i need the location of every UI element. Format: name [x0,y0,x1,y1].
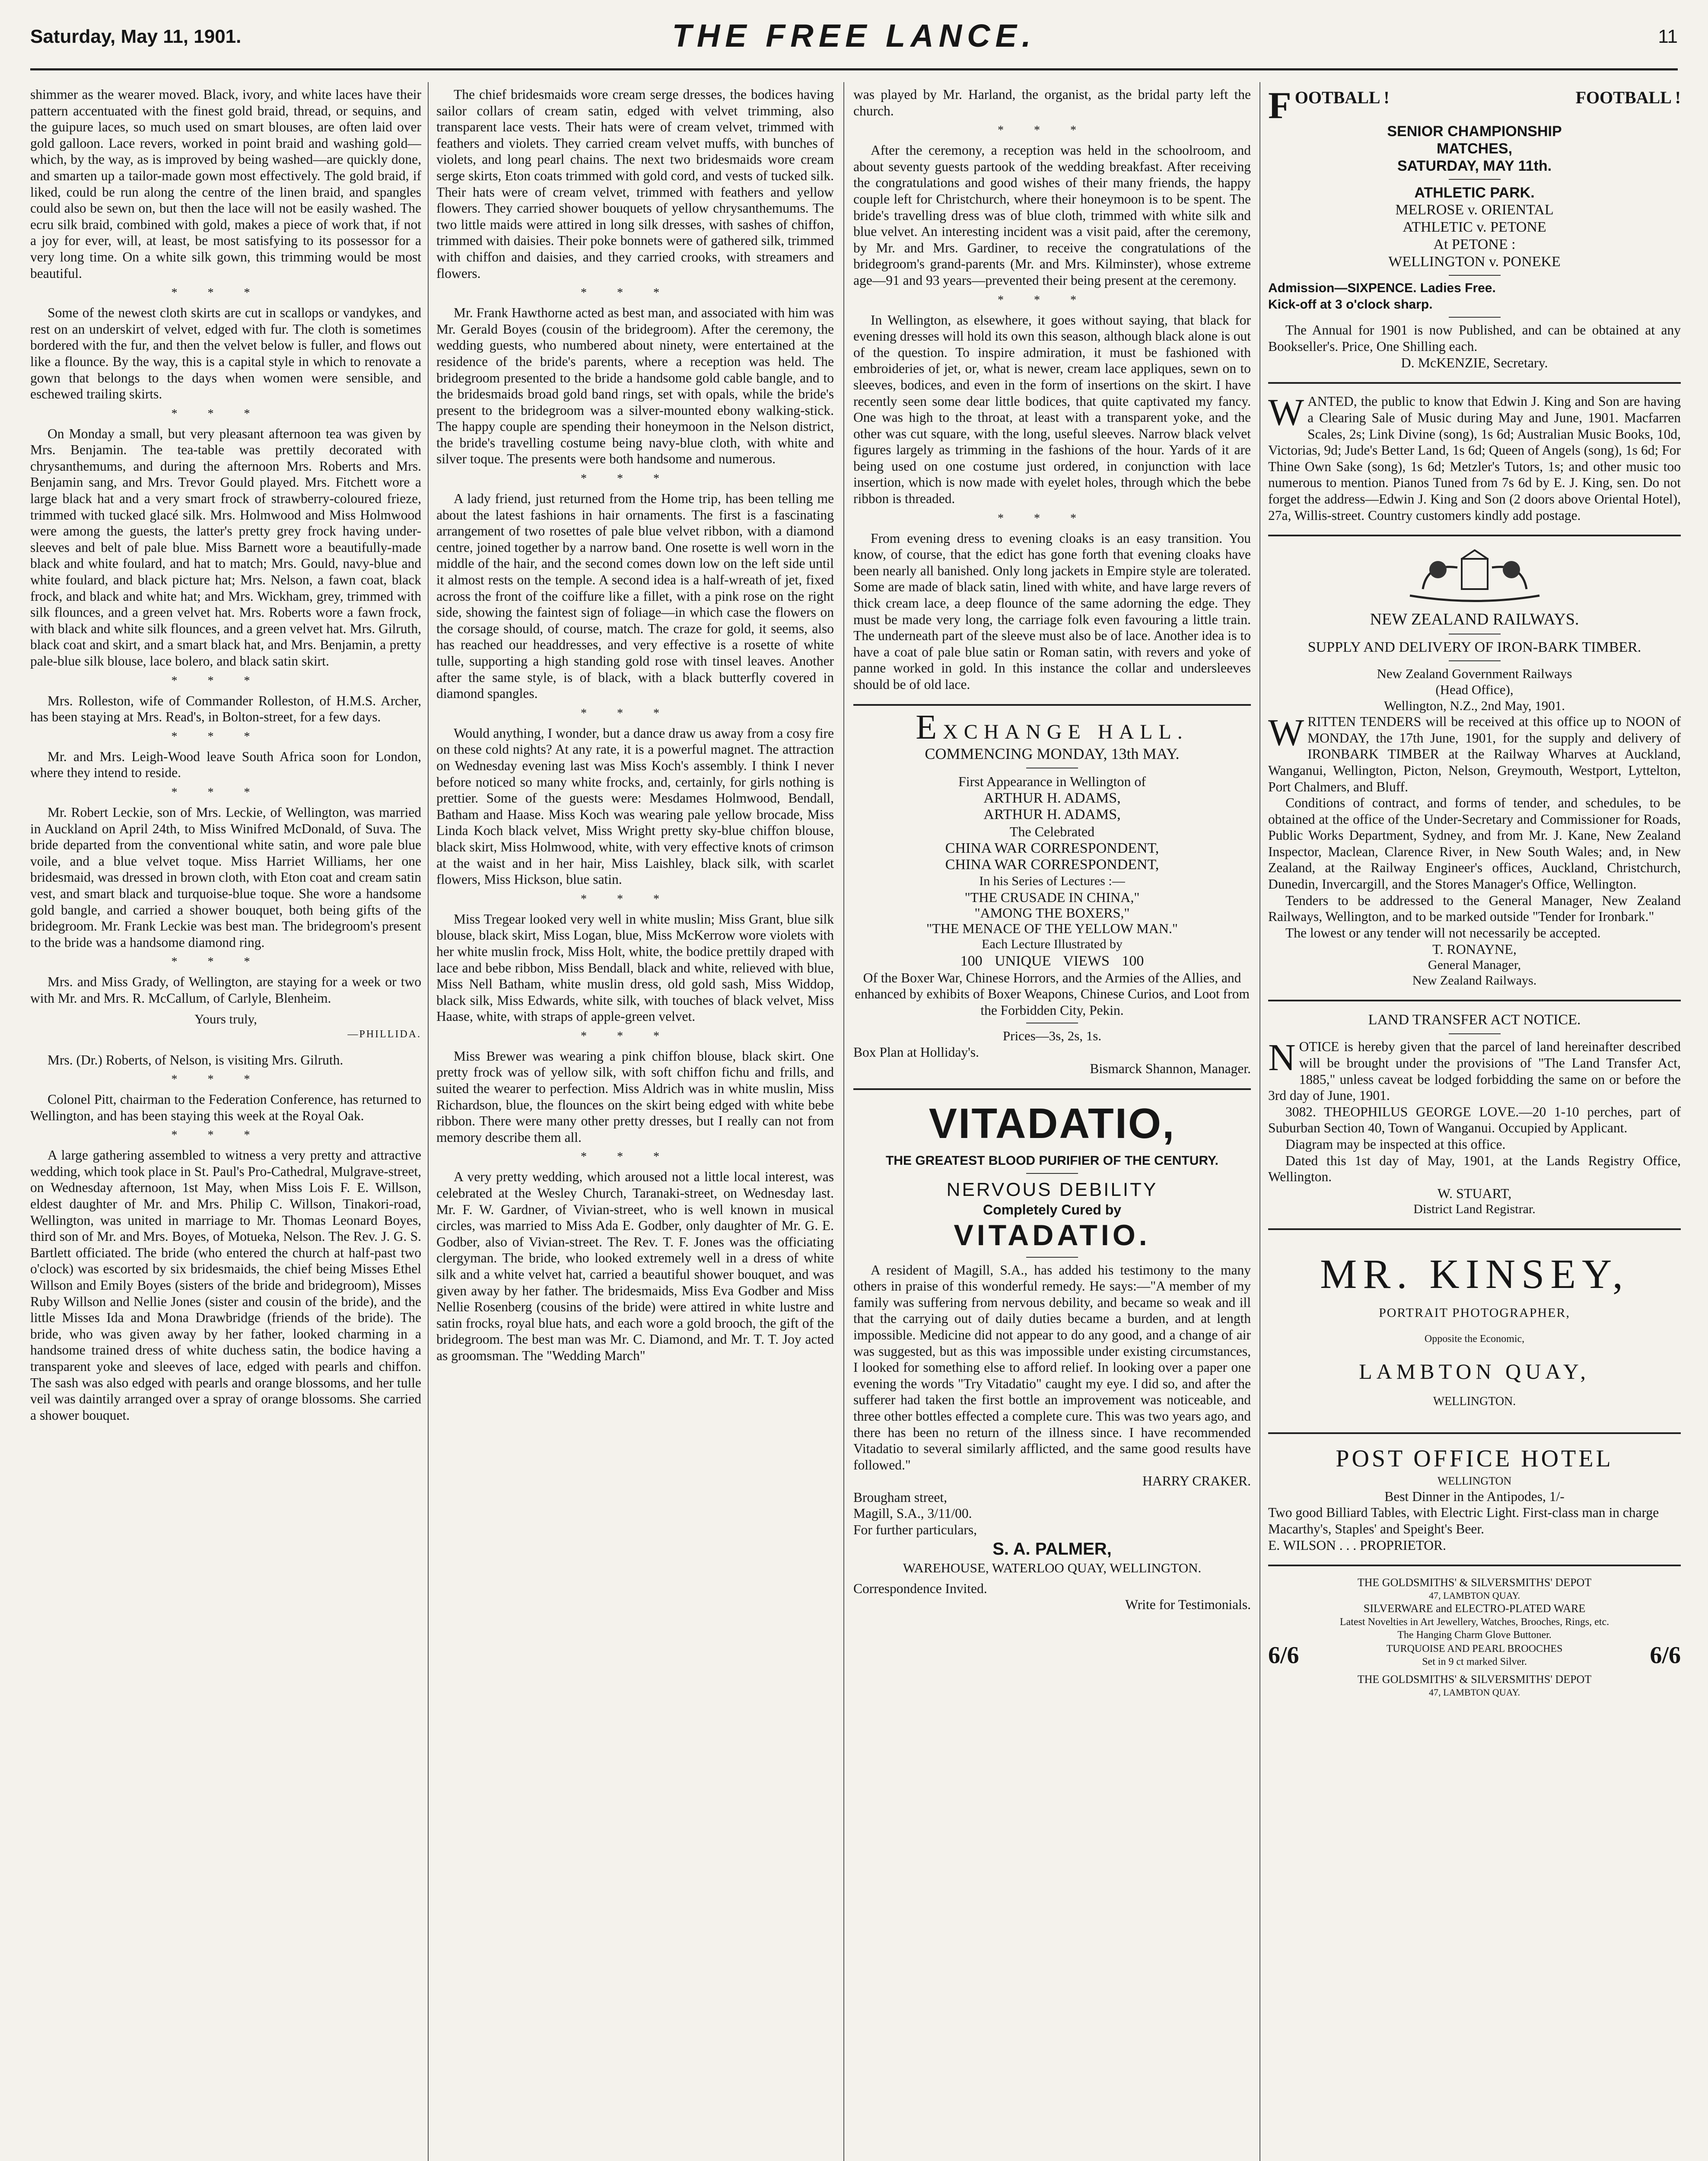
divider [1449,179,1501,180]
ad-signature: T. RONAYNE, [1432,941,1517,957]
ad-line: Wellington, N.Z., 2nd May, 1901. [1384,698,1565,714]
ad-signature: New Zealand Railways. [1412,973,1537,988]
ad-text: The lowest or any tender will not necessarily be accepted. [1285,925,1601,940]
ad-title-text: XCHANGE HALL. [943,720,1189,743]
divider [1449,1033,1501,1034]
post-office-hotel-ad [1268,1444,1681,1553]
drop-cap: N [1268,1039,1296,1079]
letter-signature: —PHILLIDA. [347,1028,421,1040]
ad-title: NEW ZEALAND RAILWAYS. [1370,610,1579,629]
article-paragraph: Miss Tregear looked very well in white muslin; Miss Grant, blue silk blouse, black skirt, Miss Logan, blue, Miss McKerrow wore violets with her white muslin frock, Miss Holt, white, the bodice prettily draped with lace and bebe ribbon, Miss Bendall, black and white, relieved with blue, Miss Nell Batham, white muslin dress, old gold sash, Miss Widdop, black silk, Miss Edwards, white silk, with touches of black velvet, Miss Haase, white, with straps of apple-green velvet. [436,911,834,1024]
drop-cap: W [1268,714,1304,754]
ad-rule [1268,1228,1681,1230]
article-paragraph: Mrs. and Miss Grady, of Wellington, are staying for a week or two with Mr. and Mrs. R. McCallum, of Carlyle, Blenheim. [30,974,421,1006]
divider [1449,317,1501,318]
drop-cap: W [1268,393,1304,434]
ad-line: COMMENCING MONDAY, 13th MAY. [925,745,1180,762]
separator-stars: *** [998,511,1107,525]
article-paragraph: A lady friend, just returned from the Home trip, has been telling me about the latest fashions in hair ornaments. The first is a fascinating arrangement of two rosettes of pale blue velvet ribbon, with a diamond centre, joined together by a narrow band. One rosette is well worn in the middle of the hair, and the second comes down low on the left side until it almost rests on the temple. A second idea is a half-wreath of jet, fixed across the front of the coiffure like a fillet, with a pink rose on the right side, showing the faintest sign of foliage—in which case the flowers on the corsage should, of course, match. The craze for gold, it seems, also has reached our headdresses, and very effective is a rosette of white tulle, supporting a high standing gold rose with tinsel leaves. Another after the same style, is of black, with a black butterfly covered in diamond spangles. [436,491,834,701]
article-paragraph: Miss Brewer was wearing a pink chiffon blouse, black skirt. One pretty frock was of yellow silk, with soft chiffon fichu and frills, and suited the wearer to perfection. Miss Aldrich was in white muslin, Miss Richardson, blue, the flounces on the skirt being edged with white bebe ribbon. There were many other pretty dresses, but I really can not from memory describe them all. [436,1048,834,1145]
ad-rule [1268,535,1681,536]
separator-stars: *** [171,1073,280,1087]
testimonial-signature: HARRY CRAKER. [1142,1473,1251,1489]
separator-stars: *** [581,1150,690,1164]
ad-line: At PETONE : [1433,236,1516,252]
separator-stars: *** [171,674,280,688]
separator-stars: *** [998,293,1107,307]
land-transfer-ad [1268,1011,1681,1217]
ad-signature: W. STUART, [1437,1185,1512,1201]
separator-stars: *** [171,730,280,743]
drop-cap: F [1268,86,1291,123]
kinsey-ad [1268,1240,1681,1421]
separator-stars: *** [998,124,1107,137]
ad-line: For further particulars, [853,1522,977,1538]
separator-stars: *** [581,1029,690,1043]
ad-line: The Annual for 1901 is now Published, and can be obtained at any Bookseller's. Price, One Shilling each. [1268,322,1681,354]
ad-line: Opposite the Economic, [1424,1333,1525,1345]
ad-rule [1268,1432,1681,1434]
article-paragraph: Mr. and Mrs. Leigh-Wood leave South Africa soon for London, where they intend to reside. [30,749,421,781]
ad-line: Kick-off at 3 o'clock sharp. [1268,297,1433,312]
ad-text: RITTEN TENDERS will be received at this office up to NOON of MONDAY, the 17th June, 1901, for the supply and delivery of IRONBARK TIMBER at the Railway Wharves at Auckland, Wanganui, Wellington, Picton, Nelson, Greymouth, Westport, Lyttelton, Port Chalmers, and Bluff. [1268,714,1681,794]
ad-line: 47, LAMBTON QUAY. [1428,1687,1520,1698]
divider [1449,275,1501,276]
separator-stars: *** [171,1128,280,1142]
vitadatio-ad [853,1100,1251,1613]
ad-title: MR. KINSEY, [1320,1250,1629,1297]
ad-line: Set in 9 ct marked Silver. [1422,1656,1527,1668]
issue-date: Saturday, May 11, 1901. [30,26,242,47]
separator-stars: *** [171,785,280,799]
ad-text: OTICE is hereby given that the parcel of land hereinafter described will be brought under the provisions of "The Land Transfer Act, 1885," unless caveat be lodged forbidding the same on or before the 3rd day of June, 1901. [1268,1039,1681,1103]
column-1 [30,86,421,2161]
ad-line: ARTHUR H. ADAMS, [983,790,1121,806]
brooch-offer [1387,1642,1563,1668]
ad-line: S. A. PALMER, [992,1539,1112,1559]
testimonial-text: A resident of Magill, S.A., has added his testimony to the many others in praise of this wonderful remedy. He says:—"A member of my family was suffering from nervous debility, and became so weak and ill that the carrying out of daily duties became a burden, and at length impossible. Medicine did not appear to do any good, and a change of air was suggested, but as this was impossible under existing circumstances, I looked for something else to afford relief. In looking over a paper one evening the words "Try Vitadatio" caught my eye. I did so, and after the sufferer had taken the first bottle an improvement was noticeable, and three other bottles effected a complete cure. This was two years ago, and there has been no return of the illness since. I have recommended Vitadatio to several similarly afflicted, and the same good results have followed." [853,1262,1251,1473]
railways-ad [1268,546,1681,988]
ad-line: "AMONG THE BOXERS," [974,905,1130,921]
page-number: 11 [1658,26,1678,47]
divider [1026,1257,1078,1258]
ad-text: ANTED, the public to know that Edwin J. King and Son are having a Clearing Sale of Music during May and June, 1901. Macfarren Scales, 2s; Link Divine (song), 1s 6d; Australian Music Books, 10d, Victorias, 9d; Jude's Better Land, 1s 6d; Queen of Angels (song), 1s 6d; For Thine Own Sake (song), 1s 6d; Metzler's Tutors, 1s; and other music too numerous to mention. Pianos Tuned from 7s 6d by E. J. King, sen. Do not forget the address—Edwin J. King and Son (2 doors above Oriental Hotel), 27a, Willis-street. Country customers kindly add postage. [1268,394,1681,523]
ad-line: THE GREATEST BLOOD PURIFIER OF THE CENTURY. [885,1153,1219,1168]
ad-title-right: FOOTBALL ! [1575,88,1681,107]
ad-line: (Head Office), [1435,682,1514,698]
separator-stars: *** [171,407,280,421]
ad-line: Correspondence Invited. [853,1581,987,1596]
ad-line: LAMBTON QUAY, [1359,1359,1590,1383]
ad-rule [853,704,1251,706]
price-right: 6/6 [1650,1642,1681,1669]
separator-stars: *** [171,286,280,300]
exchange-hall-ad [853,708,1251,1077]
ad-rule [1268,1565,1681,1566]
ad-line: Of the Boxer War, Chinese Horrors, and the Armies of the Allies, and enhanced by exhibits of Boxer Weapons, Chinese Curios, and Loot from the Forbidden City, Pekin. [855,970,1250,1018]
ad-signature: General Manager, [1428,958,1521,972]
ad-line: "THE MENACE OF THE YELLOW MAN." [926,920,1178,936]
ad-line: PORTRAIT PHOTOGRAPHER, [1379,1305,1570,1320]
ad-line: The Hanging Charm Glove Buttoner. [1397,1629,1552,1641]
article-paragraph: Colonel Pitt, chairman to the Federation Conference, has returned to Wellington, and has been staying this week at the Royal Oak. [30,1092,421,1123]
ad-line: NERVOUS DEBILITY [946,1179,1158,1200]
tender-text [1268,714,1681,795]
ad-line: "THE CRUSADE IN CHINA," [964,889,1140,905]
column-divider [428,82,429,2161]
ad-line: SILVERWARE and ELECTRO-PLATED WARE [1363,1602,1586,1615]
article-paragraph: Mrs. (Dr.) Roberts, of Nelson, is visiting Mrs. Gilruth. [48,1052,344,1068]
article-paragraph: Mrs. Rolleston, wife of Commander Rolleston, of H.M.S. Archer, has been staying at Mrs. Read's, in Bolton-street, for a few days. [30,693,421,725]
separator-stars: *** [581,706,690,720]
ad-text: 3082. THEOPHILUS GEORGE LOVE.—20 1-10 perches, part of Suburban Section 40, Town of Wanganui. Occupied by Applicant. [1268,1104,1681,1136]
ad-line: Admission—SIXPENCE. Ladies Free. [1268,281,1496,295]
page-header [30,17,1678,65]
ad-line: ATHLETIC v. PETONE [1403,219,1546,235]
ad-line: ATHLETIC PARK. [1414,185,1535,201]
price-row [1268,1641,1681,1669]
ad-rule [1268,382,1681,384]
ad-text: Conditions of contract, and forms of tender, and schedules, to be obtained at the office of the Under-Secretary and Commissioner for Roads, Public Works Department, Sydney, and from Mr. J. Kane, New Zealand Inspector, Maclean, Clarence River, in New South Wales; and, in New Zealand, at the Railway Engineer's offices, Auckland, Christchurch, Dunedin, Invercargill, and the Stores Manager's Office, Wellington. [1268,795,1681,892]
ad-title: THE GOLDSMITHS' & SILVERSMITHS' DEPOT [1357,1576,1592,1589]
royal-crest-icon [1268,546,1681,604]
ad-line: Magill, S.A., 3/11/00. [853,1506,972,1521]
article-paragraph: On Monday a small, but very pleasant afternoon tea was given by Mrs. Benjamin. The tea-table was prettily decorated with chrysanthemums, and during the afternoon Mrs. Roberts and Mrs. Benjamin sang, and Mrs. Trevor Gould played. Mrs. Fitchett wore a large black hat and a very smart frock of strawberry-coloured frieze, trimmed with tucked glacé silk. Mrs. Holmwood and Miss Holmwood were among the guests, the latter's pretty grey frock having under-sleeves and belt of pale blue. Miss Barnett wore a beautifully-made black and white foulard, and hat to match; Mrs. Gould, navy-blue and white foulard, and black picture hat; Mrs. Nelson, a fawn coat, black frock, and black and white hat; and Mrs. Wickham, grey, trimmed with silk flounces, and a green velvet hat. Mrs. Roberts wore a fawn frock, with black and white silk flounces, and a green velvet hat. Mrs. Gilruth, black coat and skirt, and a smart black hat, and Mrs. Benjamin, a pretty pale-blue silk blouse, lace bolero, and black satin skirt. [30,426,421,669]
ad-line: WAREHOUSE, WATERLOO QUAY, WELLINGTON. [903,1560,1202,1575]
ad-line: VITADATIO. [954,1218,1151,1252]
ad-line: MATCHES, [1436,140,1513,157]
ad-line: MELROSE v. ORIENTAL [1395,202,1554,218]
notice-text [1268,1039,1681,1103]
ad-title: LAND TRANSFER ACT NOTICE. [1368,1012,1581,1028]
ad-line: Bismarck Shannon, Manager. [1090,1061,1251,1076]
ad-line: Brougham street, [853,1489,947,1505]
ad-line: WELLINGTON v. PONEKE [1388,254,1561,270]
article-paragraph: Some of the newest cloth skirts are cut in scallops or vandykes, and rest on an underskirt of velvet, edged with fur. The cloth is sometimes bordered with the fur, and then the velvet below is fuller, and flows out like a flounce. By the way, this is a capital style in which to renovate a gown that belongs to the days when women were sensible, and eschewed trailing skirts. [30,305,421,402]
ad-line: Macarthy's, Staples' and Speight's Beer. [1268,1521,1484,1536]
ad-line: CHINA WAR CORRESPONDENT, [945,856,1159,873]
article-paragraph: After the ceremony, a reception was held in the schoolroom, and about seventy guests partook of the wedding breakfast. After receiving the congratulations and good wishes of their many friends, the happy couple left for Christchurch, where their honeymoon is to be spent. The bride's travelling dress was of blue cloth, trimmed with white silk and blue velvet. An interesting incident was a visit paid, after the ceremony, by Mr. and Mrs. Gardiner, to receive the congratulations of the bridegroom's grand-parents (Mr. and Mrs. Kilminster), whose extreme age—91 and 93 years—prevented their being present at the ceremony. [853,143,1251,288]
price-left: 6/6 [1268,1642,1299,1669]
separator-stars: *** [581,472,690,486]
header-rule [30,68,1678,70]
ad-line: In his Series of Lectures :— [979,873,1125,888]
ad-title [853,708,1251,746]
letter-closing: Yours truly, [194,1011,257,1026]
ad-line: 47, LAMBTON QUAY. [1428,1590,1520,1601]
football-ad [1268,86,1681,371]
drop-cap: E [916,708,943,746]
ad-title: VITADATIO, [929,1099,1176,1147]
ad-line: ARTHUR H. ADAMS, [983,806,1121,822]
ad-rule [853,1088,1251,1090]
ad-text: Dated this 1st day of May, 1901, at the Lands Registry Office, Wellington. [1268,1153,1681,1185]
article-paragraph: The chief bridesmaids wore cream serge dresses, the bodices having sailor collars of cream satin, edged with velvet trimming, also transparent lace vests. Their hats were of cream velvet, trimmed with feathers and violets. They carried cream velvet muffs, with bunches of violets, and long pearl chains. The next two bridesmaids wore cream serge skirts, Eton coats trimmed with gold cord, and vests of tucked silk. Their hats were of cream velvet, trimmed with feathers and yellow flowers. They carried shower bouquets of yellow chrysanthemums. The two little maids were attired in long silk dresses, with sashes of chiffon, trimmed with daisies. Their poke bonnets were of gathered silk, trimmed with chiffon and daisies, and they carried crooks, with streamers and flowers. [436,87,834,281]
ad-signature: District Land Registrar. [1413,1202,1536,1216]
ad-line: Two good Billiard Tables, with Electric Light. First-class man in charge [1268,1505,1659,1520]
ad-line: The Celebrated [1009,823,1095,839]
column-divider [843,82,844,2161]
music-sale-ad [1268,393,1681,523]
column-3 [853,86,1251,2161]
article-paragraph: shimmer as the wearer moved. Black, ivory, and white laces have their pattern accentuated with the finest gold braid, thread, or sequins, and the guipure laces, so much used on smart blouses, are often laid over gold galloon. Lace revers, worked in point braid and washing gold—which, by the way, as is improved by being washed—are quickly done, and smarten up a tailor-made gown most effectively. The gold braid, if liked, could be run along the centre of the linen braid, and spangles could also be sewn on, but then the lace will not be easily washed. The ecru silk braid, combined with gold, makes a piece of work that, if not a joy for ever, will, at least, be most satisfying to its possessor for a very long time. On a white silk gown, this trimming would be most beautiful. [30,87,421,281]
ad-line: TURQUOISE AND PEARL BROOCHES [1386,1643,1563,1655]
ad-title: POST OFFICE HOTEL [1336,1445,1613,1472]
goldsmiths-ad [1268,1576,1681,1699]
ad-title-left: OOTBALL ! [1295,88,1390,107]
ad-line: SENIOR CHAMPIONSHIP [1387,123,1562,140]
ad-line: Prices—3s, 2s, 1s. [1002,1028,1102,1044]
ad-line: Box Plan at Holliday's. [853,1045,979,1060]
separator-stars: *** [171,955,280,969]
ad-rule [1268,1000,1681,1001]
ad-line: SUPPLY AND DELIVERY OF IRON-BARK TIMBER. [1307,639,1641,656]
article-paragraph: In Wellington, as elsewhere, it goes without saying, that black for evening dresses will hold its own this season, although black alone is out of the question. To inspire admiration, it must be fashioned with embroideries of jet, or, what is newer, cream lace appliques, sewn on to sleeves, bodices, and even in the form of insertions on the skirt. I have recently seen some dear little bodices, that quite captivated my fancy. One was high to the throat, at least with a transparent yoke, and the other was cut square, with the long, useful sleeves. Narrow black velvet figures largely as trimming in the fashions of the hour. Yards of it are being used on one costume just ordered, in conjunction with lace insertion, which is now made with eyelet holes, through which the bebe ribbon is threaded. [853,312,1251,507]
ad-line: Best Dinner in the Antipodes, 1/- [1384,1488,1565,1504]
ad-line: D. McKENZIE, Secretary. [1401,355,1548,371]
ad-line: Each Lecture Illustrated by [982,937,1123,951]
ad-line: Write for Testimonials. [1125,1597,1251,1613]
ad-title [1268,86,1681,123]
ad-line: CHINA WAR CORRESPONDENT, [945,840,1159,856]
article-paragraph: From evening dress to evening cloaks is an easy transition. You know, of course, that the edict has gone forth that evening cloaks have been nearly all banished. Only long jackets in Empire style are tolerated. Some are made of black satin, lined with white, and have large revers of thick cream lace, a deep flounce of the same adorning the edge. They must be made very long, the carriage folk even favouring a little train. The underneath part of the sleeve must also be of lace. Another idea is to have a coat of pale blue satin or Roman satin, with revers and yoke of panne worked in gold. In this instance the collar and undersleeves should be of old lace. [853,530,1251,692]
separator-stars: *** [581,286,690,300]
ad-line: E. WILSON . . . PROPRIETOR. [1268,1537,1446,1553]
ad-line: Latest Novelties in Art Jewellery, Watches, Brooches, Rings, etc. [1339,1616,1609,1628]
ad-line: New Zealand Government Railways [1377,666,1572,682]
article-paragraph: A large gathering assembled to witness a very pretty and attractive wedding, which took place in St. Paul's Pro-Cathedral, Mulgrave-street, on Wednesday afternoon, 1st May, when Miss Lois F. E. Willson, eldest daughter of Mr. and Mrs. Philip C. Willson, Tinakori-road, Wellington, was united in marriage to Mr. Thomas Leonard Boyes, third son of Mr. and Mrs. Boyes, of Motueka, Nelson. The Rev. J. G. S. Bartlett officiated. The bride (who entered the church at half-past two o'clock) was escorted by six bridesmaids, the chief being Misses Ethel Willson and Emily Boyes (sisters of the bride and bridegroom), Misses Ruby Willson and Nellie Jones (sister and cousin of the bride), and the little Misses Ida and Mona Drawbridge (friends of the bride). The bride, who was given away by her father, looked charming in a handsome trained dress of white duchess satin, the bodice having a transparent yoke and sleeves of lace, edged with pearls and chiffon. The sash was also edged with pearls and orange blossoms, and her tulle veil was daintily arranged over a spray of orange blossoms. She carried a shower bouquet. [30,1147,421,1423]
divider [1449,660,1501,661]
separator-stars: *** [581,892,690,906]
divider [1026,1173,1078,1174]
ad-line: SATURDAY, MAY 11th. [1397,158,1552,174]
ad-line: WELLINGTON. [1433,1394,1516,1408]
article-paragraph: A very pretty wedding, which aroused not a little local interest, was celebrated at the Wesley Church, Taranaki-street, on Wednesday last. Mr. F. W. Gardner, of Vivian-street, who is well known in musical circles, was married to Miss Ada E. Godber, only daughter of Mr. G. E. Godber, also of Vivian-street. The Rev. T. F. Jones was the officiating clergyman. The bride, who looked extremely well in a dress of white silk and a white velvet hat, carried a beautiful shower bouquet, and was given away by her father. The bridesmaids, Miss Eva Godber and Miss Nellie Rosenberg (cousins of the bride) were attired in white lustre and satin frocks, royal blue hats, and each wore a gold brooch, the gift of the bridegroom. The best man was Mr. C. Diamond, and Mr. T. T. Joy acted as groomsman. The "Wedding March" [436,1169,834,1363]
ad-text: Tenders to be addressed to the General Manager, New Zealand Railways, Wellington, and to be marked outside "Tender for Ironbark." [1268,892,1681,924]
ad-line: THE GOLDSMITHS' & SILVERSMITHS' DEPOT [1357,1673,1592,1686]
article-paragraph: Mr. Frank Hawthorne acted as best man, and associated with him was Mr. Gerald Boyes (cousin of the bridegroom). After the ceremony, the wedding guests, who numbered about ninety, were entertained at the residence of the bride's parents, where a reception was held. The bridegroom presented to the bride a handsome gold cable bangle, and to the bridesmaids broad gold band rings, set with opals, while the bride's present to the bridegroom was a silver-mounted ebony walking-stick. The happy couple are spending their honeymoon in the Nelson district, the bride's travelling costume being navy-blue cloth, with white and silver toque. The presents were both handsome and numerous. [436,305,834,467]
masthead-title: THE FREE LANCE. [672,18,1036,54]
article-paragraph: Mr. Robert Leckie, son of Mrs. Leckie, of Wellington, was married in Auckland on April 24th, to Miss Winifred McDonald, of Suva. The bride departed from the conventional white satin, and wore pale blue voile, and a blue velvet toque. Miss Harriet Williams, her one bridesmaid, was dressed in brown cloth, with Eton coat and cream satin vest, and smart black and turquoise-blue toque. She wore a handsome gold bangle, and carried a shower bouquet, both being gifts of the bridegroom. Mr. Frank Leckie was best man. The bridegroom's present to the bride was a handsome diamond ring. [30,804,421,950]
ad-text: Diagram may be inspected at this office. [1285,1137,1506,1152]
column-4 [1268,86,1681,2161]
ad-line: First Appearance in Wellington of [958,773,1146,789]
ad-line: 100 UNIQUE VIEWS 100 [960,953,1144,969]
ad-line: WELLINGTON [1437,1474,1512,1487]
article-paragraph: Would anything, I wonder, but a dance draw us away from a cosy fire on these cold nights? At any rate, it is a powerful magnet. The attraction on Wednesday evening last was Miss Koch's assembly. I think I never before noticed so many white frocks, and, certainly, for girls nothing is prettier. Some of the guests were: Mesdames Holmwood, Bendall, Batham and Haase. Miss Koch was wearing pale yellow brocade, Miss Linda Koch black velvet, Miss Wright pretty sky-blue chiffon blouse, black skirt, Miss Holmwood, white, with very effective knots of crimson at the waist and in her hair, Miss Laishley, black silk, with scarlet flowers, Miss Hickson, blue satin. [436,725,834,887]
column-2 [436,86,834,2161]
article-paragraph: was played by Mr. Harland, the organist, as the bridal party left the church. [853,87,1251,118]
ad-line: Completely Cured by [983,1202,1122,1218]
